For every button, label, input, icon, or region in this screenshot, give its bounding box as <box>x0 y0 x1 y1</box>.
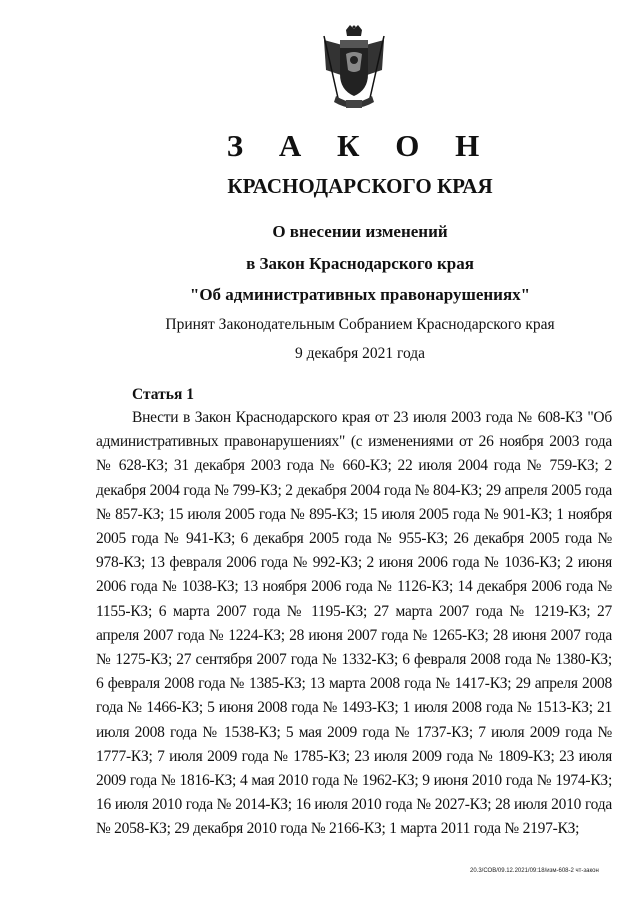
law-name-line-3: "Об административных правонарушениях" <box>189 285 531 304</box>
article-heading: Статья 1 <box>132 386 194 403</box>
adoption-date: 9 декабря 2021 года <box>294 345 426 362</box>
article-body-text: Внести в Закон Краснодарского края от 23 июля 2003 года № 608-КЗ "Об административных правонарушениях" (с изменениями от 26 ноября 2003 года № 628-КЗ; 31 декабря 2003 года № 660-КЗ; 22 июля 2004 года № 759-КЗ; 2 декабря 2004 года № 799-КЗ; 2 декабря 2004 года № 804-КЗ; 29 апреля 2005 года № 857-КЗ; 15 июля 2005 года № 895-КЗ; 15 июля 2005 года № 901-КЗ; 1 ноября 2005 года № 941-КЗ; 6 декабря 2005 года № 955-КЗ; 26 декабря 2005 года № 978-КЗ; 13 февраля 2006 года № 992-КЗ; 2 июня 2006 года № 1036-КЗ; 2 июня 2006 года № 1038-КЗ; 13 ноября 2006 года № 1126-КЗ; 14 декабря 2006 года № 1155-КЗ; 6 марта 2007 года № 1195-КЗ; 27 марта 2007 года № 1219-КЗ; 27 апреля 2007 года № 1224-КЗ; 28 июня 2007 года № 1265-КЗ; 28 июня 2007 года № 1275-КЗ; 27 сентября 2007 года № 1332-КЗ; 6 февраля 2008 года № 1380-КЗ; 6 февраля 2008 года № 1385-КЗ; 13 марта 2008 года № 1417-КЗ; 29 апреля 2008 года № 1466-КЗ; 5 июня 2008 года № 1493-КЗ; 1 июля 2008 года № 1513-КЗ; 21 июля 2008 года № 1538-КЗ; 5 мая 2009 года № 1737-КЗ; 7 июля 2009 года № 1777-КЗ; 7 июля 2009 года № 1785-КЗ; 23 июля 2009 года № 1809-КЗ; 23 июля 2009 года № 1816-КЗ; 4 мая 2010 года № 1962-КЗ; 9 июня 2010 года № 1974-КЗ; 16 июля 2010 года № 2014-КЗ; 16 июля 2010 года № 2027-КЗ; 28 июля 2010 года № 2058-КЗ; 29 декабря 2010 года № 2166-КЗ; 1 марта 2011 года № 2197-КЗ; <box>96 409 612 838</box>
document-title: З А К О Н <box>226 128 494 163</box>
law-name-line-1: О внесении изменений <box>272 222 448 241</box>
adoption-statement: Принят Законодательным Собранием Краснодарского края <box>165 316 555 333</box>
coat-of-arms-icon <box>316 24 392 116</box>
document-subtitle: КРАСНОДАРСКОГО КРАЯ <box>227 174 493 198</box>
document-footer-code: 20.3/СОВ/09.12.2021/09:18/изм-608-2 чт-закон <box>470 868 599 874</box>
law-name-line-2: в Закон Краснодарского края <box>246 254 474 273</box>
